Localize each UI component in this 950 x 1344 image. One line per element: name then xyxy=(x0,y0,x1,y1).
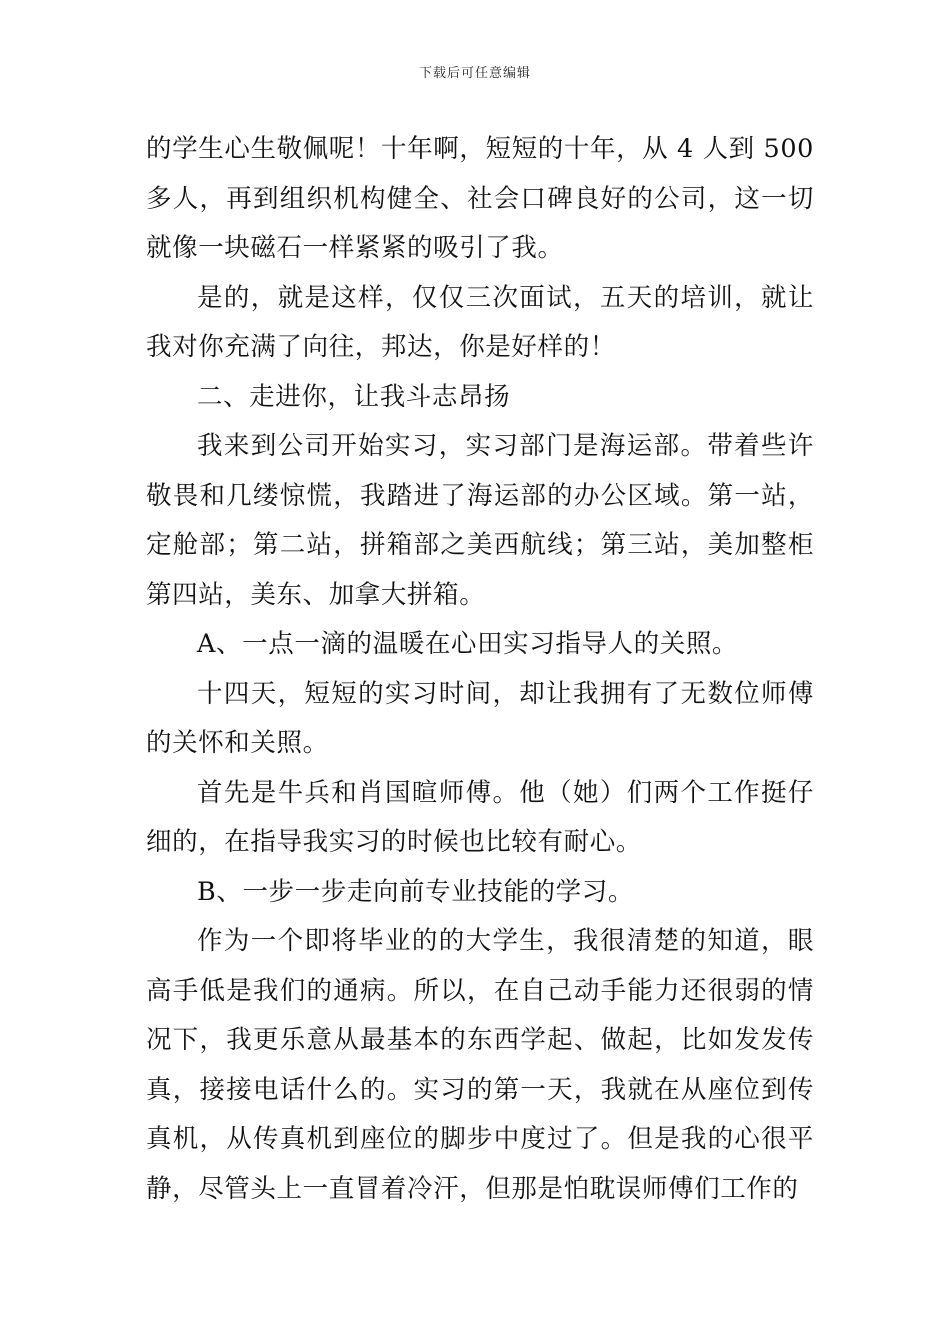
document-body xyxy=(146,125,814,1214)
subheading-a: A、一点一滴的温暖在心田实习指导人的关照。 xyxy=(197,629,739,659)
paragraph-6: 作为一个即将毕业的的大学生，我很清楚的知道，眼高手低是我们的通病。所以，在自己动手能力还很弱的情况下，我更乐意从最基本的东西学起、做起，比如发发传真，接接电话什么的。实习的第一天，我就在从座位到传真机，从传真机到座位的脚步中度过了。但是我的心很平静，尽管头上一直冒着冷汗，但那是怕耽误师傅们工作的 xyxy=(146,926,814,1204)
paragraph-2: 是的，就是这样，仅仅三次面试，五天的培训，就让我对你充满了向往，邦达，你是好样的！ xyxy=(146,282,814,362)
paragraph-3: 我来到公司开始实习，实习部门是海运部。带着些许敬畏和几缕惊慌，我踏进了海运部的办公区域。第一站，定舱部；第二站，拼箱部之美西航线；第三站，美加整柜第四站，美东、加拿大拼箱。 xyxy=(146,431,814,610)
page-header: 下载后可任意编辑 xyxy=(418,66,531,81)
section-heading-2: 二、走进你，让我斗志昂扬 xyxy=(197,381,511,412)
paragraph-4: 十四天，短短的实习时间，却让我拥有了无数位师傅的关怀和关照。 xyxy=(146,678,814,758)
paragraph-1: 的学生心生敬佩呢！十年啊，短短的十年，从 4 人到 500 多人，再到组织机构健全、社会口碑良好的公司，这一切就像一块磁石一样紧紧的吸引了我。 xyxy=(146,134,814,263)
paragraph-5: 首先是牛兵和肖国暄师傅。他（她）们两个工作挺仔细的，在指导我实习的时候也比较有耐心。 xyxy=(146,777,814,857)
subheading-b: B、一步一步走向前专业技能的学习。 xyxy=(197,876,634,907)
